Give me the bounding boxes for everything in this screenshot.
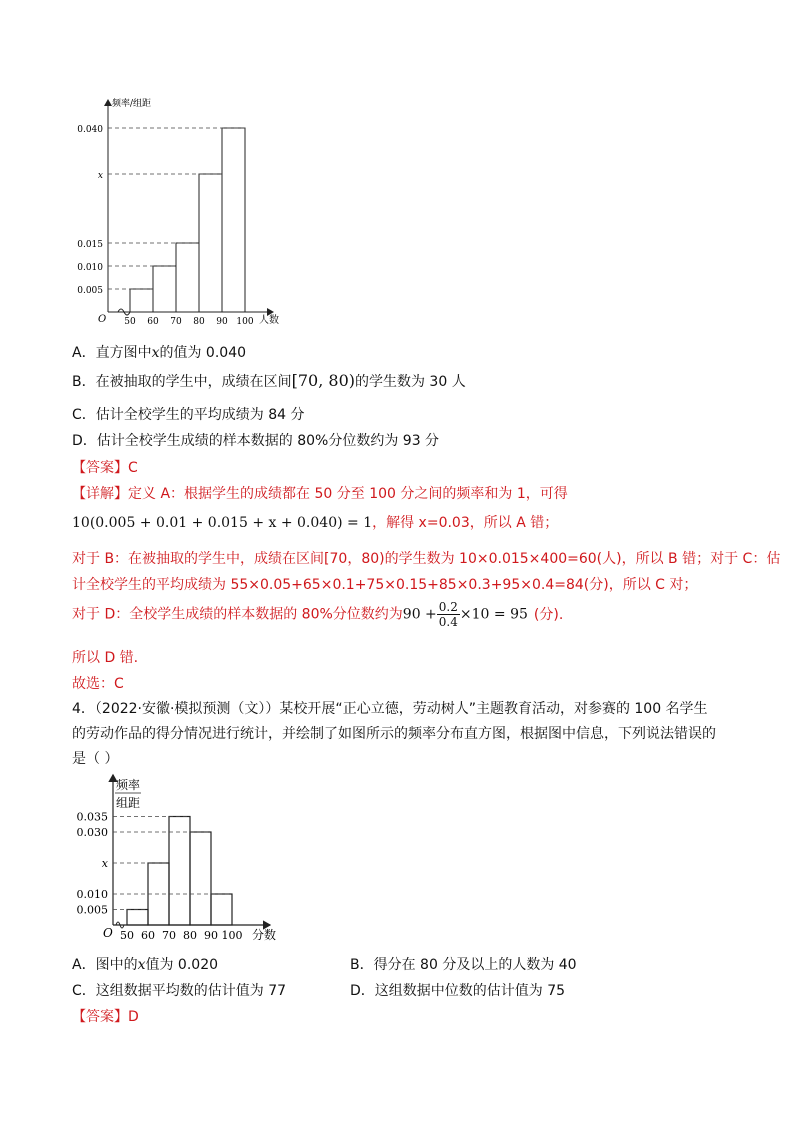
- q4-option-a-post: 值为 0.020: [145, 957, 219, 973]
- q4-option-a-pre: A．图中的: [72, 957, 138, 973]
- origin-label: O: [103, 926, 113, 940]
- fraction-denominator: 0.4: [438, 615, 458, 629]
- q3-option-b-pre: B．在被抽取的学生中，成绩在区间: [72, 374, 292, 390]
- q3-option-b-interval: [70, 80): [291, 371, 355, 390]
- y-axis-label: 频率/组距: [112, 99, 152, 109]
- x-tick-label: 50: [124, 317, 136, 327]
- y-tick-label: 0.005: [76, 903, 108, 917]
- q3-detail-line-2-text: ，解得 x=0.03，所以 A 错；: [372, 515, 559, 531]
- x-tick-label: 60: [141, 929, 155, 942]
- q4-option-c: C．这组数据平均数的估计值为 77: [72, 983, 287, 999]
- histogram-bar: [190, 832, 211, 925]
- y-axis-label-denominator: 组距: [116, 796, 141, 810]
- y-tick-label: x: [101, 857, 108, 870]
- q4-stem-line-3: 是（ ）: [72, 751, 119, 767]
- q3-detail-line-5-post: (分).: [533, 606, 564, 623]
- q4-stem-line-2: 的劳动作品的得分情况进行统计，并绘制了如图所示的频率分布直方图，根据图中信息，下列说法错误的: [72, 726, 716, 742]
- histogram-bar: [176, 243, 199, 312]
- q3-answer: 【答案】C: [72, 460, 138, 476]
- y-tick-label: x: [97, 171, 103, 181]
- histogram-bar: [222, 128, 245, 312]
- q3-detail-line-5: [72, 600, 563, 629]
- q4-stem-line-1: 4．（2022·安徽·模拟预测（文））某校开展“正心立德，劳动树人”主题教育活动，对参赛的 100 名学生: [72, 701, 708, 717]
- y-axis-label-numerator: 频率: [116, 778, 141, 792]
- q3-detail-line-3: 对于 B：在被抽取的学生中，成绩在区间[70，80)的学生数为 10×0.015×400=60(人)，所以 B 错；对于 C：估: [72, 551, 781, 567]
- q3-detail-line-1: 【详解】定义 A：根据学生的成绩都在 50 分至 100 分之间的频率和为 1，可得: [72, 486, 568, 502]
- histogram-bar: [153, 266, 176, 312]
- y-tick-label: 0.030: [76, 826, 108, 839]
- histogram-chart-1: [0, 0, 800, 340]
- q3-detail-math-post: ×10 = 95: [459, 606, 528, 623]
- histogram-bar: [169, 817, 190, 926]
- q3-option-b-post: 的学生数为 30 人: [354, 374, 466, 390]
- x-axis-label: 分数: [252, 928, 277, 942]
- q3-option-a-pre: A．直方图中: [72, 345, 152, 361]
- y-tick-label: 0.005: [77, 286, 103, 296]
- q4-option-d: D．这组数据中位数的估计值为 75: [350, 983, 566, 999]
- fraction-numerator: 0.2: [438, 600, 458, 614]
- y-tick-label: 0.015: [77, 240, 103, 250]
- q3-detail-line-7: 故选：C: [72, 676, 124, 692]
- q3-detail-math-pre: 90 +: [402, 606, 437, 623]
- q4-answer: 【答案】D: [72, 1009, 139, 1025]
- x-axis-label: 人数: [259, 315, 279, 326]
- x-tick-label: 70: [162, 929, 176, 942]
- q3-detail-fraction: [437, 600, 460, 629]
- x-tick-label: 80: [183, 929, 197, 942]
- x-tick-label: 50: [120, 929, 134, 942]
- q3-detail-line-4: 计全校学生的平均成绩为 55×0.05+65×0.1+75×0.15+85×0.3+95×0.4=84(分)，所以 C 对；: [72, 577, 698, 593]
- y-tick-label: 0.040: [77, 125, 103, 135]
- q3-detail-equation: 10(0.005 + 0.01 + 0.015 + x + 0.040) = 1: [72, 515, 373, 531]
- histogram-bar: [211, 894, 232, 925]
- x-tick-label: 90: [204, 929, 218, 942]
- x-tick-label: 60: [147, 317, 159, 327]
- histogram-bar: [130, 289, 153, 312]
- x-tick-label: 70: [170, 317, 182, 327]
- q3-option-a: [72, 342, 246, 362]
- histogram-bar: [199, 174, 222, 312]
- x-tick-label: 100: [236, 317, 254, 327]
- q4-option-a-var: x: [137, 957, 146, 973]
- q3-option-a-var: x: [151, 345, 160, 361]
- origin-label: O: [98, 314, 107, 325]
- q3-detail-line-2: [72, 512, 558, 532]
- q3-detail-line-6: 所以 D 错.: [72, 650, 139, 666]
- x-tick-label: 90: [216, 317, 228, 327]
- q3-option-a-post: 的值为 0.040: [159, 345, 247, 361]
- y-tick-label: 0.035: [76, 810, 108, 824]
- q3-option-c: C．估计全校学生的平均成绩为 84 分: [72, 407, 305, 423]
- q4-option-b: B．得分在 80 分及以上的人数为 40: [350, 957, 577, 973]
- q3-detail-line-5-pre: 对于 D：全校学生成绩的样本数据的 80%分位数约为: [72, 606, 403, 623]
- y-tick-label: 0.010: [76, 888, 108, 901]
- q4-option-a: [72, 954, 218, 974]
- x-tick-label: 100: [221, 929, 243, 942]
- q3-option-b: [72, 371, 466, 391]
- histogram-bar: [127, 910, 148, 926]
- y-tick-label: 0.010: [77, 263, 103, 273]
- q3-option-d: D．估计全校学生成绩的样本数据的 80%分位数约为 93 分: [72, 433, 440, 449]
- histogram-chart-2: [0, 765, 800, 945]
- x-tick-label: 80: [193, 317, 205, 327]
